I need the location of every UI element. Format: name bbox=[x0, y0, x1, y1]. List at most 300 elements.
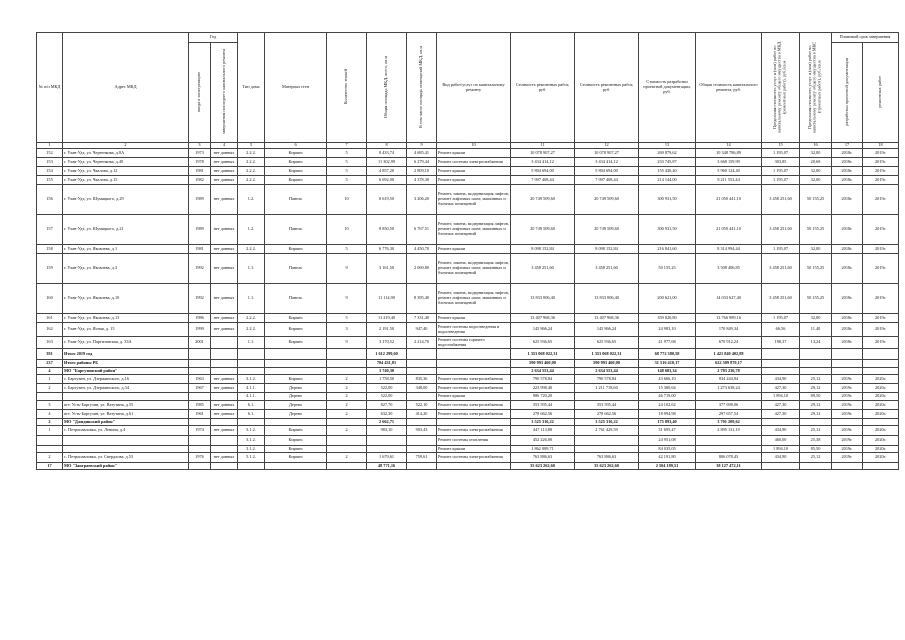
table-cell: 1982 bbox=[189, 176, 211, 185]
table-cell: 1999 bbox=[189, 323, 211, 337]
table-cell: 434,90 bbox=[762, 426, 800, 436]
table-cell: 2020г. bbox=[863, 410, 899, 419]
table-cell: 2020г. bbox=[863, 401, 899, 410]
table-cell: 6 279,44 bbox=[407, 158, 437, 167]
table-cell: г. Улан-Удэ, ул. Ясная, д. 15 bbox=[63, 323, 189, 337]
table-cell: 1 421 840 402,88 bbox=[696, 349, 762, 360]
table-cell: Ремонт, замена, модернизация лифтов, ремонт лифтовых шахт, машинных и блочных помещений bbox=[437, 185, 511, 215]
table-cell bbox=[800, 368, 832, 375]
table-cell: 278 662,56 bbox=[575, 410, 639, 419]
table-cell bbox=[327, 368, 367, 375]
table-cell: 1992 bbox=[189, 284, 211, 314]
table-cell: 145 866,24 bbox=[575, 323, 639, 337]
table-cell: с. Петропавловка, ул. Ленина, д.4 bbox=[63, 426, 189, 436]
table-cell: 153 bbox=[37, 158, 63, 167]
table-cell bbox=[189, 463, 211, 470]
table-cell: 3.1.2. bbox=[238, 426, 265, 436]
table-cell: нет данных bbox=[211, 245, 238, 254]
table-cell bbox=[762, 463, 800, 470]
table-cell: 2019г. bbox=[863, 245, 899, 254]
table-cell: 38 127 472,11 bbox=[696, 463, 762, 470]
table-cell bbox=[189, 393, 211, 401]
table-cell bbox=[189, 419, 211, 426]
table-cell: Ремонт системы электроснабжения bbox=[437, 384, 511, 393]
table-cell bbox=[189, 368, 211, 375]
header-year-group: Год bbox=[189, 33, 238, 43]
table-cell: 1.1. bbox=[238, 284, 265, 314]
table-cell bbox=[63, 446, 189, 453]
table-cell: Панель bbox=[265, 185, 327, 215]
table-cell: Кирпич bbox=[265, 323, 327, 337]
table-cell: 9 bbox=[327, 284, 367, 314]
column-number: 8 bbox=[367, 143, 407, 149]
total-row bbox=[37, 463, 899, 470]
table-cell: 2018г. bbox=[832, 314, 863, 323]
table-cell: Дерево bbox=[265, 393, 327, 401]
table-cell: 84 035,05 bbox=[639, 446, 696, 453]
table-cell bbox=[696, 436, 762, 446]
table-cell: Кирпич bbox=[265, 436, 327, 446]
table-cell: 6.1. bbox=[238, 410, 265, 419]
table-cell: 200 621,00 bbox=[639, 284, 696, 314]
table-cell: 522,10 bbox=[407, 401, 437, 410]
table-cell: 2019г. bbox=[832, 446, 863, 453]
table-cell bbox=[575, 446, 639, 453]
table-cell: Кирпич bbox=[265, 158, 327, 167]
column-number: 14 bbox=[696, 143, 762, 149]
table-cell: 2018г. bbox=[832, 149, 863, 158]
table-cell: Ремонт системы горячего водоснабжения bbox=[437, 337, 511, 349]
table-cell: 806 078,43 bbox=[696, 453, 762, 463]
table-cell bbox=[863, 349, 899, 360]
table-cell: 353 595,44 bbox=[511, 401, 575, 410]
table-cell: 1 353 068 022,31 bbox=[575, 349, 639, 360]
table-cell: нет данных bbox=[211, 323, 238, 337]
table-cell: 21 050 441,10 bbox=[696, 185, 762, 215]
table-cell: 2 bbox=[37, 419, 63, 426]
table-cell: 8 314 994,44 bbox=[696, 245, 762, 254]
table-cell: Ремонт крыши bbox=[437, 245, 511, 254]
table-row bbox=[37, 410, 899, 419]
table-cell: 9 bbox=[327, 254, 367, 284]
table-cell: 10 078 907,27 bbox=[575, 149, 639, 158]
table-cell: 8 098 152,84 bbox=[575, 245, 639, 254]
table-cell: 434,90 bbox=[762, 375, 800, 384]
column-number: 6 bbox=[265, 143, 327, 149]
header-num: № п/п МКД bbox=[37, 33, 63, 143]
table-cell: 2019г. bbox=[832, 436, 863, 446]
table-cell bbox=[800, 360, 832, 368]
table-cell: 2018г. bbox=[832, 284, 863, 314]
table-cell: Кирпич bbox=[265, 167, 327, 176]
table-cell: 2019г. bbox=[832, 375, 863, 384]
table-cell: нет данных bbox=[211, 375, 238, 384]
table-cell: 763 886,63 bbox=[575, 453, 639, 463]
table-cell: г. Улан-Удэ, ул. Чертенкова, д.8А bbox=[63, 149, 189, 158]
table-cell: г. Улан-Удэ, ул. Яковлева, д.13 bbox=[63, 314, 189, 323]
table-cell bbox=[863, 463, 899, 470]
table-cell: 3 434 414,12 bbox=[511, 158, 575, 167]
table-cell: 4 450,70 bbox=[407, 245, 437, 254]
table-cell: 21 050 441,10 bbox=[696, 215, 762, 245]
table-cell bbox=[407, 360, 437, 368]
table-cell: 15 300,64 bbox=[639, 384, 696, 393]
table-cell: 32,00 bbox=[800, 176, 832, 185]
table-cell: 2019г. bbox=[832, 410, 863, 419]
header-address: Адрес МКД bbox=[63, 33, 189, 143]
header-plan-group: Плановый срок завершения bbox=[832, 33, 899, 43]
table-cell: 5.1.2. bbox=[238, 453, 265, 463]
table-cell bbox=[800, 349, 832, 360]
table-cell: 216 841,60 bbox=[639, 245, 696, 254]
table-cell bbox=[863, 360, 899, 368]
table-cell: 1 679,61 bbox=[367, 453, 407, 463]
header-cost-works: Стоимость ремонтных работ, руб. bbox=[575, 33, 639, 143]
table-row bbox=[37, 158, 899, 167]
table-cell: 2.2.2. bbox=[238, 314, 265, 323]
table-cell: 4 857,20 bbox=[367, 167, 407, 176]
table-cell: Ремонт системы электроснабжения bbox=[437, 410, 511, 419]
table-cell: 903,43 bbox=[407, 426, 437, 436]
table-row bbox=[37, 436, 899, 446]
table-cell: 625 936,65 bbox=[511, 337, 575, 349]
table-cell: 3 170,52 bbox=[367, 337, 407, 349]
table-cell bbox=[265, 368, 327, 375]
table-cell: 622 509 870,17 bbox=[696, 360, 762, 368]
table-cell: 31 516 410,17 bbox=[639, 360, 696, 368]
table-cell: 2 809,10 bbox=[407, 167, 437, 176]
table-cell: 48 771,16 bbox=[367, 463, 407, 470]
table-cell: 8 098 152,84 bbox=[511, 245, 575, 254]
table-row bbox=[37, 254, 899, 284]
table-cell: 3 668 159,99 bbox=[696, 158, 762, 167]
column-number: 11 bbox=[511, 143, 575, 149]
table-cell: 13 833 006,40 bbox=[575, 284, 639, 314]
table-cell: 2 191,50 bbox=[367, 323, 407, 337]
table-cell: 13 766 989,16 bbox=[696, 314, 762, 323]
table-cell bbox=[189, 349, 211, 360]
table-cell: 157 bbox=[37, 215, 63, 245]
table-cell: 1 bbox=[37, 375, 63, 384]
table-cell: 2019г. bbox=[863, 254, 899, 284]
column-number: 9 bbox=[407, 143, 437, 149]
table-cell: 3 458 251,60 bbox=[762, 254, 800, 284]
table-cell: 2.2.2. bbox=[238, 245, 265, 254]
table-cell: нет данных bbox=[211, 314, 238, 323]
table-cell bbox=[327, 419, 367, 426]
table-cell: г. Улан-Удэ, ул. Чертенкова, д.49 bbox=[63, 158, 189, 167]
table-cell: Кирпич bbox=[265, 337, 327, 349]
table-cell: 2019г. bbox=[863, 284, 899, 314]
table-cell bbox=[762, 349, 800, 360]
table-cell bbox=[696, 393, 762, 401]
table-cell: 790 578,84 bbox=[575, 375, 639, 384]
table-cell: 11 114,90 bbox=[367, 284, 407, 314]
table-row bbox=[37, 185, 899, 215]
table-cell: 1992 bbox=[189, 254, 211, 284]
table-cell: 2019г. bbox=[863, 176, 899, 185]
table-cell: нет данных bbox=[211, 384, 238, 393]
header-limit-cost-mkd: Предельная стоимость услуг и (или) работ по капитальному ремонту общего имущества в МКД (ремонтных работ), руб./кв.м bbox=[772, 40, 787, 133]
table-cell: нет данных bbox=[211, 185, 238, 215]
table-cell: 160 bbox=[37, 284, 63, 314]
table-cell: 20 749 509,60 bbox=[511, 185, 575, 215]
table-cell: 1 273 638,24 bbox=[696, 384, 762, 393]
table-cell: 170 849,34 bbox=[696, 323, 762, 337]
table-cell: 43 666,10 bbox=[639, 375, 696, 384]
table-cell: 4.1.1. bbox=[238, 384, 265, 393]
header-house-type: Тип дома bbox=[238, 33, 265, 143]
table-cell bbox=[762, 368, 800, 375]
table-cell: 11 219,40 bbox=[367, 314, 407, 323]
table-row bbox=[37, 323, 899, 337]
table-cell: 32,00 bbox=[800, 149, 832, 158]
column-number: 13 bbox=[639, 143, 696, 149]
table-cell bbox=[800, 419, 832, 426]
table-cell bbox=[238, 349, 265, 360]
table-cell: 300 931,50 bbox=[639, 185, 696, 215]
table-cell: нет данных bbox=[211, 453, 238, 463]
table-cell bbox=[367, 446, 407, 453]
table-cell bbox=[211, 360, 238, 368]
table-cell: Ремонт, замена, модернизация лифтов, ремонт лифтовых шахт, машинных и блочных помещений bbox=[437, 284, 511, 314]
table-cell bbox=[238, 360, 265, 368]
table-cell: Итого районы РБ bbox=[63, 360, 189, 368]
table-cell: 947,40 bbox=[407, 323, 437, 337]
column-number: 17 bbox=[832, 143, 863, 149]
table-cell: 1973 bbox=[189, 149, 211, 158]
table-cell: 17 bbox=[37, 463, 63, 470]
table-cell: 32,00 bbox=[800, 167, 832, 176]
table-cell: 827,70 bbox=[367, 401, 407, 410]
table-cell: г. Улан-Удэ, ул. Яковлева, д.10 bbox=[63, 284, 189, 314]
table-cell bbox=[327, 349, 367, 360]
table-cell: 155 430,40 bbox=[639, 167, 696, 176]
table-cell: Ремонт системы электроснабжения bbox=[437, 453, 511, 463]
header-plan-repair: ремонтных работ bbox=[877, 75, 883, 108]
table-cell: 31 695,47 bbox=[639, 426, 696, 436]
table-cell: 10 bbox=[327, 215, 367, 245]
table-cell: 447 113,88 bbox=[511, 426, 575, 436]
column-number: 12 bbox=[575, 143, 639, 149]
table-row bbox=[37, 284, 899, 314]
table-cell: Ремонт крыши bbox=[437, 176, 511, 185]
table-cell bbox=[211, 349, 238, 360]
table-cell: 2018г. bbox=[832, 158, 863, 167]
table-cell: 2019г. bbox=[863, 323, 899, 337]
table-cell: 2019г. bbox=[863, 149, 899, 158]
table-cell bbox=[832, 349, 863, 360]
table-cell: г. Улан-Удэ, ул. Шумяцкого, д.29 bbox=[63, 185, 189, 215]
table-cell: Кирпич bbox=[265, 446, 327, 453]
table-cell: 2018г. bbox=[832, 337, 863, 349]
table-cell: 24 951,08 bbox=[639, 436, 696, 446]
table-cell bbox=[265, 463, 327, 470]
table-cell: 1 195,07 bbox=[762, 149, 800, 158]
table-cell: 377 698,06 bbox=[696, 401, 762, 410]
table-cell: 297 657,54 bbox=[696, 410, 762, 419]
table-cell: 2019г. bbox=[863, 215, 899, 245]
table-cell: 10 078 907,27 bbox=[511, 149, 575, 158]
table-cell: 237 bbox=[37, 360, 63, 368]
table-cell: Кирпич bbox=[265, 176, 327, 185]
table-cell: 2.2.2. bbox=[238, 167, 265, 176]
table-cell: 625 936,65 bbox=[575, 337, 639, 349]
table-cell: 9 bbox=[327, 337, 367, 349]
table-cell: нет данных bbox=[211, 167, 238, 176]
table-cell bbox=[238, 419, 265, 426]
table-cell: 632,30 bbox=[367, 410, 407, 419]
table-cell: 1 612 299,60 bbox=[367, 349, 407, 360]
table-cell: 2.2.2. bbox=[238, 158, 265, 167]
table-cell bbox=[575, 393, 639, 401]
table-row bbox=[37, 393, 899, 401]
table-cell: 1.2. bbox=[238, 215, 265, 245]
table-cell: 2 761 429,59 bbox=[575, 426, 639, 436]
table-cell: 2020г. bbox=[863, 446, 899, 453]
table-cell: 359 020,80 bbox=[639, 314, 696, 323]
table-cell: 2019г. bbox=[863, 158, 899, 167]
table-cell: 1 bbox=[37, 426, 63, 436]
table-cell: 8 395,40 bbox=[407, 284, 437, 314]
table-cell bbox=[367, 436, 407, 446]
table-cell: 1 195,07 bbox=[762, 176, 800, 185]
table-cell: 1 195,07 bbox=[762, 245, 800, 254]
table-row bbox=[37, 337, 899, 349]
table-cell: 2020г. bbox=[863, 426, 899, 436]
table-cell: 24 983,10 bbox=[639, 323, 696, 337]
table-cell: 13 407 968,36 bbox=[575, 314, 639, 323]
table-cell: 8 433,74 bbox=[367, 149, 407, 158]
total-row bbox=[37, 419, 899, 426]
table-cell: 145 866,24 bbox=[511, 323, 575, 337]
table-cell: 3 bbox=[37, 401, 63, 410]
table-cell: 154 bbox=[37, 167, 63, 176]
total-row bbox=[37, 368, 899, 375]
table-cell: 1989 bbox=[189, 215, 211, 245]
table-cell: 3 701 209,62 bbox=[696, 419, 762, 426]
table-cell bbox=[832, 419, 863, 426]
table-cell: 46 719,00 bbox=[639, 393, 696, 401]
table-header bbox=[37, 33, 899, 149]
table-cell: 68 772 380,58 bbox=[639, 349, 696, 360]
table-cell: 983,10 bbox=[367, 426, 407, 436]
table-cell bbox=[63, 436, 189, 446]
table-cell: МО "Заиграевский район" bbox=[63, 463, 189, 470]
table-cell: 4.1.1. bbox=[238, 393, 265, 401]
table-cell bbox=[211, 436, 238, 446]
table-cell: 835,36 bbox=[407, 375, 437, 384]
table-cell bbox=[211, 337, 238, 349]
table-cell: Дерево bbox=[265, 401, 327, 410]
table-cell bbox=[37, 393, 63, 401]
table-cell: Панель bbox=[265, 215, 327, 245]
table-cell: 5 804 694,00 bbox=[575, 167, 639, 176]
table-cell: 2.2.2. bbox=[238, 149, 265, 158]
table-cell: 3 bbox=[327, 323, 367, 337]
table-cell bbox=[238, 368, 265, 375]
column-number: 4 bbox=[211, 143, 238, 149]
table-cell: 452 226,00 bbox=[511, 436, 575, 446]
column-number: 15 bbox=[762, 143, 800, 149]
header-wall-material: Материал стен bbox=[265, 33, 327, 143]
table-cell: 2019г. bbox=[863, 185, 899, 215]
table-cell bbox=[211, 368, 238, 375]
table-cell: 50 155,25 bbox=[800, 284, 832, 314]
table-cell: 2018г. bbox=[832, 254, 863, 284]
table-cell bbox=[437, 463, 511, 470]
table-cell bbox=[437, 349, 511, 360]
table-cell: 2 bbox=[327, 453, 367, 463]
table-cell: 300 931,50 bbox=[639, 215, 696, 245]
table-cell: 10 348 786,89 bbox=[696, 149, 762, 158]
table-cell: 2019г. bbox=[832, 393, 863, 401]
table-cell bbox=[762, 360, 800, 368]
table-cell: нет данных bbox=[211, 215, 238, 245]
table-cell: 163 bbox=[37, 337, 63, 349]
table-cell: 1.2. bbox=[238, 185, 265, 215]
table-cell: 2 bbox=[327, 393, 367, 401]
table-cell bbox=[407, 463, 437, 470]
table-cell: 32,00 bbox=[800, 314, 832, 323]
table-cell: 2020г. bbox=[863, 436, 899, 446]
table-cell: Кирпич bbox=[265, 375, 327, 384]
table-cell: 3 458 251,60 bbox=[762, 215, 800, 245]
table-cell bbox=[407, 446, 437, 453]
table-cell: 29,12 bbox=[800, 410, 832, 419]
table-cell: 986 720,20 bbox=[511, 393, 575, 401]
table-cell: 1961 bbox=[189, 410, 211, 419]
table-cell: 704 431,81 bbox=[367, 360, 407, 368]
table-cell: 522,00 bbox=[367, 384, 407, 393]
header-year-repair: завершения последнего капитального ремонта bbox=[220, 49, 226, 135]
header-plan-design: разработки проектной документации bbox=[843, 57, 849, 126]
table-cell: 2019г. bbox=[832, 401, 863, 410]
table-cell: 35 623 262,60 bbox=[575, 463, 639, 470]
table-cell: 14 033 627,40 bbox=[696, 284, 762, 314]
table-cell bbox=[696, 446, 762, 453]
table-cell: 29,12 bbox=[800, 384, 832, 393]
table-cell: 2 895 131,19 bbox=[696, 426, 762, 436]
table-cell: Кирпич bbox=[265, 314, 327, 323]
table-cell: 2001 bbox=[189, 337, 211, 349]
table-cell: 1976 bbox=[189, 453, 211, 463]
column-number: 16 bbox=[800, 143, 832, 149]
table-cell: г. Улан-Удэ, ул. Яковлева, д.1 bbox=[63, 245, 189, 254]
table-cell: 152 bbox=[37, 149, 63, 158]
table-cell: 25,12 bbox=[800, 453, 832, 463]
table-cell: 763 886,63 bbox=[511, 453, 575, 463]
table-cell: Панель bbox=[265, 284, 327, 314]
table-cell: 2018г. bbox=[832, 185, 863, 215]
table-cell bbox=[211, 393, 238, 401]
table-cell: 2020г. bbox=[863, 393, 899, 401]
table-cell: 2019г. bbox=[832, 426, 863, 436]
table-cell: нет данных bbox=[211, 254, 238, 284]
column-number: 7 bbox=[327, 143, 367, 149]
table-cell: 8 619,50 bbox=[367, 185, 407, 215]
column-number: 18 bbox=[863, 143, 899, 149]
table-cell: 4 bbox=[37, 410, 63, 419]
table-cell: 161 bbox=[37, 314, 63, 323]
column-number: 3 bbox=[189, 143, 211, 149]
table-cell: 2.2.2. bbox=[238, 323, 265, 337]
table-row bbox=[37, 314, 899, 323]
table-cell: Панель bbox=[265, 254, 327, 284]
table-cell: 1 195,07 bbox=[762, 167, 800, 176]
table-cell: 24 102,62 bbox=[639, 401, 696, 410]
table-cell: 29,12 bbox=[800, 401, 832, 410]
